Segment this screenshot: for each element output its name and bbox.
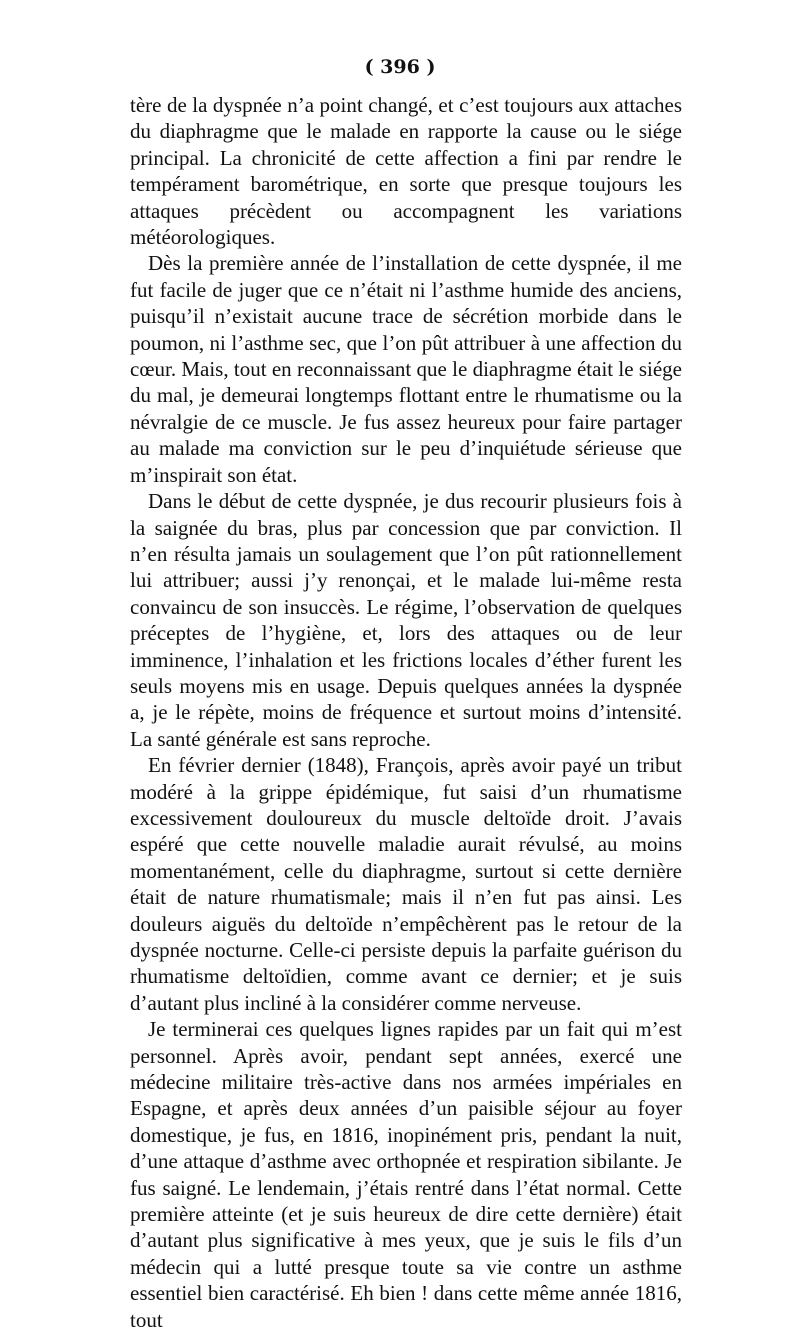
paragraph-2: Dès la première année de l’installation de cette dyspnée, il me fut facile de juger que ce n’était ni l’asthme humide des anciens, puisqu’il n’existait aucune trace de sécrétion morbide dans le poumon, ni l’asthme sec, que l’on pût attribuer à une affection du cœur. Mais, tout en reconnaissant que le diaphragme était le siége du mal, je demeurai longtemps flottant entre le rhumatisme ou la névralgie de ce muscle. Je fus assez heureux pour faire partager au malade ma conviction sur le peu d’inquiétude sérieuse que m’inspirait son état. (130, 251, 682, 487)
page-number: ( 396 ) (364, 56, 436, 78)
paragraph-5: Je terminerai ces quelques lignes rapides par un fait qui m’est personnel. Après avoir, pendant sept années, exercé une médecine militaire très-active dans nos armées impériales en Espagne, et après deux années d’un paisible séjour au foyer domestique, je fus, en 1816, inopinément pris, pendant la nuit, d’une attaque d’asthme avec orthopnée et respiration sibilante. Je fus saigné. Le lendemain, j’étais rentré dans l’état normal. Cette première atteinte (et je suis heureux de dire cette dernière) était d’autant plus significative à mes yeux, que je suis le fils d’un médecin qui a lutté presque toute sa vie contre un asthme essentiel bien caractérisé. Eh bien ! dans cette même année 1816, tout (130, 1017, 682, 1332)
paragraph-3: Dans le début de cette dyspnée, je dus recourir plusieurs fois à la saignée du bras, plus par concession que par conviction. Il n’en résulta jamais un soulagement que l’on pût rationnellement lui attribuer; aussi j’y renonçai, et le malade lui-même resta convaincu de son insuccès. Le régime, l’observation de quelques préceptes de l’hygiène, et, lors des attaques ou de leur imminence, l’inhalation et les frictions locales d’éther furent les seuls moyens mis en usage. Depuis quelques années la dyspnée a, je le répète, moins de fréquence et surtout moins d’intensité. La santé générale est sans reproche. (130, 489, 682, 751)
paragraph-1: tère de la dyspnée n’a point changé, et c’est toujours aux attaches du diaphragme que le malade en rapporte la cause ou le siége principal. La chronicité de cette affection a fini par rendre le tempérament barométrique, en sorte que presque toujours les attaques précèdent ou accompagnent les variations météorologiques. (130, 93, 682, 250)
paragraph-4: En février dernier (1848), François, après avoir payé un tribut modéré à la grippe épidémique, fut saisi d’un rhumatisme excessivement douloureux du muscle deltoïde droit. J’avais espéré que cette nouvelle maladie aurait révulsé, au moins momentanément, celle du diaphragme, surtout si cette dernière était de nature rhumatismale; mais il n’en fut pas ainsi. Les douleurs aiguës du deltoïde n’empêchèrent pas le retour de la dyspnée nocturne. Celle-ci persiste depuis la parfaite guérison du rhumatisme deltoïdien, comme avant ce dernier; et je suis d’autant plus incliné à la considérer comme nerveuse. (130, 753, 682, 1015)
body-text (130, 92, 682, 1333)
